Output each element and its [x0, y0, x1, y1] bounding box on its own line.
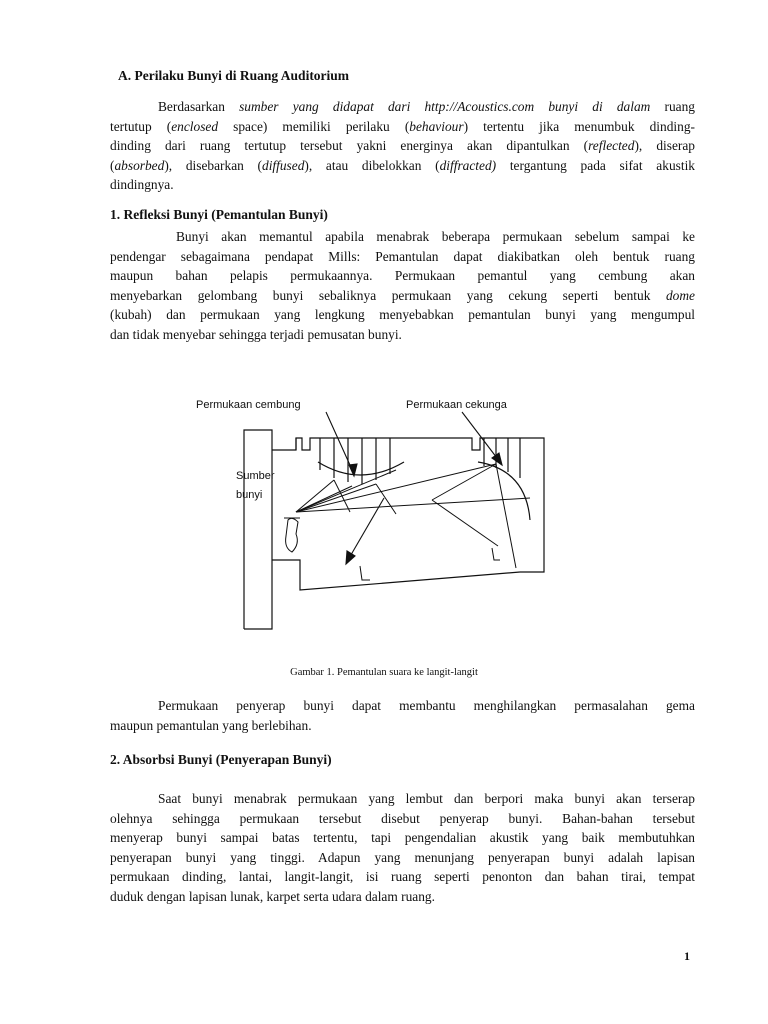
italic-term: reflected [588, 138, 635, 154]
page-number: 1 [684, 949, 690, 963]
text-line: dindingnya. [110, 177, 174, 193]
italic-term: behaviour [409, 118, 464, 134]
absorption-intro-paragraph [110, 696, 695, 735]
text-line: maupun bahan pelapis permukaannya. Permukaan pemantul yang cembung akan [110, 268, 695, 284]
text-line: Saat bunyi menabrak permukaan yang lembut dan berpori maka bunyi akan terserap [158, 791, 695, 806]
text-line: (kubah) dan permukaan yang lengkung menyebabkan pemantulan bunyi yang mengumpul [110, 307, 695, 323]
italic-term: enclosed [171, 118, 219, 134]
text-line: Berdasarkan sumber yang didapat dari http://Acoustics.com bunyi di dalam ruang [158, 99, 695, 114]
text-line: maupun pemantulan yang berlebihan. [110, 717, 312, 733]
text-line: penyerapan bunyi yang tinggi. Adapun yang menunjang penyerapan bunyi adalah lapisan [110, 849, 695, 865]
text-line: menyebarkan gelombang bunyi sebaliknya permukaan yang cekung seperti bentuk dome [110, 287, 695, 303]
text-line: dan tidak menyebar sehingga terjadi pemusatan bunyi. [110, 326, 402, 342]
italic-term: dome [665, 287, 695, 303]
text-line: Bunyi akan memantul apabila menabrak beberapa permukaan sebelum sampai ke [176, 229, 695, 244]
label-sound-source-line1: Sumber [236, 470, 275, 482]
label-concave-surface: Permukaan cekunga [406, 399, 507, 411]
text-line: duduk dengan lapisan lunak, karpet serta udara dalam ruang. [110, 888, 435, 904]
text-line: (absorbed), disebarkan (diffused), atau dibelokkan (diffracted) tergantung pada sifat akustik [110, 157, 695, 173]
section-2-title: 2. Absorbsi Bunyi (Penyerapan Bunyi) [110, 752, 332, 767]
convex-baffles [318, 438, 404, 484]
text-line: tertutup (enclosed space) memiliki perilaku (behaviour) tertentu jika menumbuk dinding- [110, 118, 695, 134]
text-line: pendengar sebagaimana pendapat Mills: Pemantulan dapat diakibatkan oleh bentuk ruang [110, 248, 695, 264]
text-line: dinding dari ruang tertutup tersebut yakni energinya akan dipantulkan (reflected), diserap [110, 138, 695, 154]
italic-term: diffracted) [439, 157, 497, 173]
section-a-title: A. Perilaku Bunyi di Ruang Auditorium [118, 68, 350, 83]
section-2-paragraph [110, 789, 695, 907]
text-line: olehnya sehingga permukaan tersebut disebut penyerap bunyi. Bahan-bahan tersebut [110, 810, 695, 826]
figure-caption: Gambar 1. Pemantulan suara ke langit-langit [290, 667, 478, 678]
section-1-title: 1. Refleksi Bunyi (Pemantulan Bunyi) [110, 207, 328, 222]
italic-term: sumber yang didapat dari http://Acoustics.com bunyi di dalam [239, 99, 651, 114]
label-sound-source-line2: bunyi [236, 489, 263, 501]
text-line: Permukaan penyerap bunyi dapat membantu menghilangkan permasalahan gema [158, 698, 695, 713]
text-line: permukaan dinding, lantai, langit-langit, isi ruang seperti penonton dan bahan tirai, tempat [110, 869, 695, 885]
italic-term: absorbed [114, 157, 165, 173]
text-line: menyerap bunyi sampai batas tertentu, tapi pengendalian akustik yang baik membutuhkan [110, 830, 695, 846]
sound-rays [296, 464, 530, 568]
label-convex-surface: Permukaan cembung [196, 399, 301, 411]
italic-term: diffused [262, 157, 305, 173]
speaker-figure [284, 518, 300, 552]
